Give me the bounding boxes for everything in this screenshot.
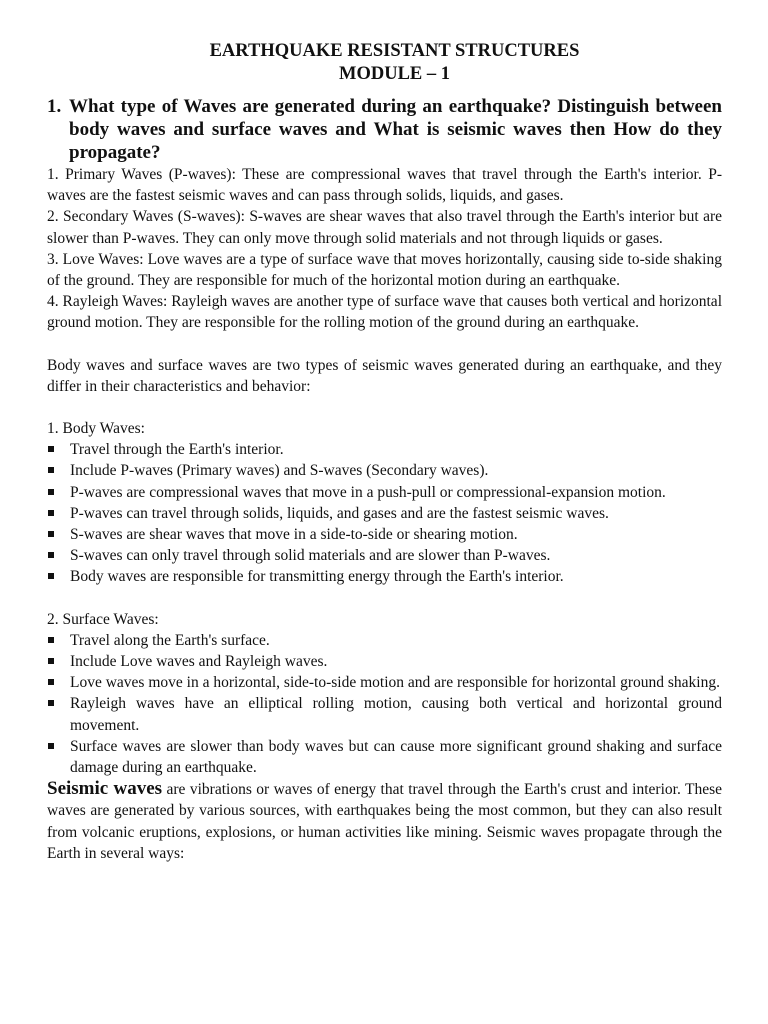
wave-type-secondary: 2. Secondary Waves (S-waves): S-waves are shear waves that also travel through the Earth's interior but are slower than P-waves. They can only move through solid materials and not through liquids or gases. — [47, 208, 722, 247]
question-text: What type of Waves are generated during an earthquake? Distinguish between body waves and surface waves and What is seismic waves then How do they propagate? — [69, 96, 722, 163]
list-item-text: Travel through the Earth's interior. — [70, 441, 284, 459]
list-item-text: Include P-waves (Primary waves) and S-waves (Secondary waves). — [70, 462, 489, 480]
list-item-text: S-waves are shear waves that move in a side-to-side or shearing motion. — [70, 526, 518, 544]
list-item — [47, 545, 722, 566]
list-item — [47, 651, 722, 672]
bullet-icon — [48, 510, 54, 516]
bullet-icon — [48, 467, 54, 473]
list-item — [47, 460, 722, 481]
spacer — [47, 334, 722, 355]
list-item-text: Love waves move in a horizontal, side-to-side motion and are responsible for horizontal ground shaking. — [70, 674, 720, 692]
bullet-icon — [48, 658, 54, 664]
module-title: MODULE – 1 — [339, 64, 450, 84]
question-heading — [47, 95, 722, 164]
bullet-icon — [48, 446, 54, 452]
bullet-icon — [48, 743, 54, 749]
bullet-icon — [48, 489, 54, 495]
list-item — [47, 693, 722, 735]
bullet-icon — [48, 700, 54, 706]
document-title: EARTHQUAKE RESISTANT STRUCTURES — [209, 41, 580, 61]
list-item — [47, 482, 722, 503]
bullet-icon — [48, 531, 54, 537]
bullet-icon — [48, 679, 54, 685]
list-item — [47, 736, 722, 778]
seismic-waves-term: Seismic waves — [47, 778, 163, 800]
body-waves-heading: 1. Body Waves: — [47, 420, 145, 438]
bullet-icon — [48, 637, 54, 643]
wave-type-love: 3. Love Waves: Love waves are a type of surface wave that moves horizontally, causing side to-side shaking of the ground. They are responsible for much of the horizontal motion during an earthquake. — [47, 250, 722, 290]
list-item — [47, 566, 722, 587]
list-item-text: S-waves can only travel through solid materials and are slower than P-waves. — [70, 547, 551, 565]
list-item — [47, 630, 722, 651]
list-item-text: P-waves are compressional waves that move in a push-pull or compressional-expansion motion. — [70, 483, 666, 501]
list-item-text: Body waves are responsible for transmitting energy through the Earth's interior. — [70, 568, 564, 586]
spacer — [47, 397, 722, 418]
surface-waves-list — [47, 630, 722, 778]
surface-waves-heading: 2. Surface Waves: — [47, 610, 159, 628]
list-item — [47, 672, 722, 693]
list-item-text: Include Love waves and Rayleigh waves. — [70, 653, 328, 671]
list-item — [47, 503, 722, 524]
list-item-text: Rayleigh waves have an elliptical rolling motion, causing both vertical and horizontal ground movement. — [70, 695, 722, 734]
bullet-icon — [48, 552, 54, 558]
intro-paragraph: Body waves and surface waves are two types of seismic waves generated during an earthquake, and they differ in their characteristics and behavior: — [47, 356, 722, 395]
bullet-icon — [48, 573, 54, 579]
wave-type-primary: 1. Primary Waves (P-waves): These are compressional waves that travel through the Earth's interior. P-waves are the fastest seismic waves and can pass through solids, liquids, and gases. — [47, 166, 722, 205]
question-number: 1. — [47, 96, 62, 117]
list-item-text: Surface waves are slower than body waves but can cause more significant ground shaking and surface damage during an earthquake. — [70, 737, 722, 777]
spacer — [47, 588, 722, 609]
list-item — [47, 439, 722, 460]
list-item-text: P-waves can travel through solids, liquids, and gases and are the fastest seismic waves. — [70, 504, 609, 522]
list-item-text: Travel along the Earth's surface. — [70, 631, 270, 649]
document-page — [47, 40, 722, 864]
list-item — [47, 524, 722, 545]
wave-type-rayleigh: 4. Rayleigh Waves: Rayleigh waves are another type of surface wave that causes both vertical and horizontal ground motion. They are responsible for the rolling motion of the ground during an earthquake. — [47, 293, 722, 332]
seismic-waves-text: are vibrations or waves of energy that travel through the Earth's crust and interior. These waves are generated by various sources, with earthquakes being the most common, but they can also result from volcanic eruptions, explosions, or human activities like mining. Seismic waves propagate through the Earth in several ways: — [47, 781, 722, 862]
body-waves-list — [47, 439, 722, 587]
seismic-waves-paragraph — [47, 778, 722, 864]
